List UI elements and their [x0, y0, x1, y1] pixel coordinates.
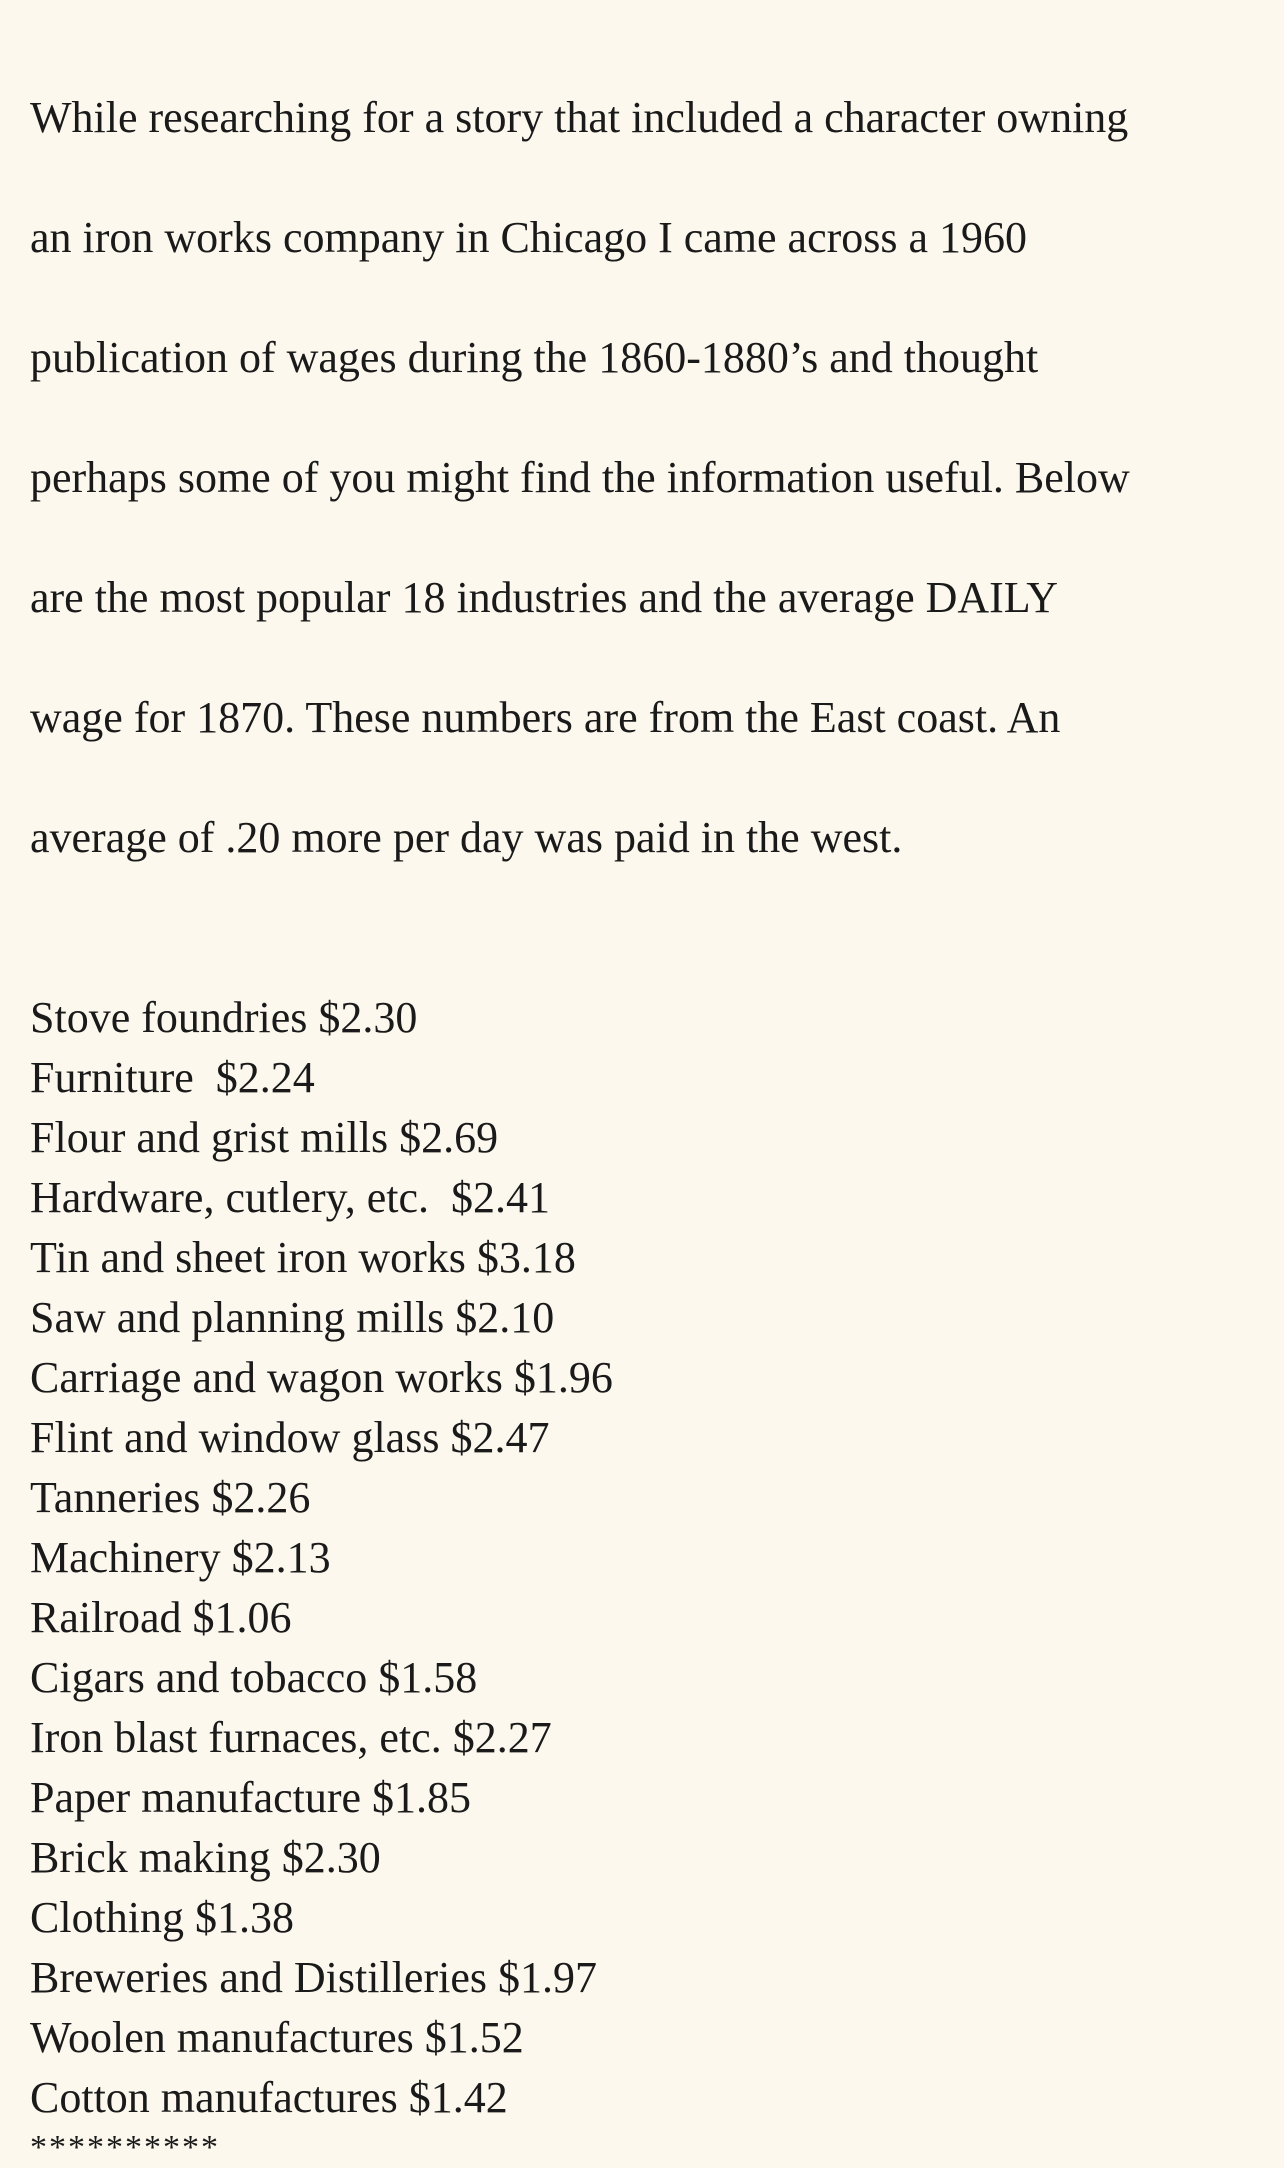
wage-item: Clothing $1.38: [30, 1893, 295, 1942]
wage-item: Woolen manufactures $1.52: [30, 2013, 524, 2062]
wage-item: Flint and window glass $2.47: [30, 1413, 550, 1462]
wage-item: Iron blast furnaces, etc. $2.27: [30, 1713, 552, 1762]
intro-line: perhaps some of you might find the information useful. Below: [30, 453, 1130, 502]
wage-item: Brick making $2.30: [30, 1833, 381, 1882]
wage-item: Cigars and tobacco $1.58: [30, 1653, 478, 1702]
intro-line: While researching for a story that included a character owning: [30, 93, 1129, 142]
wage-item: Saw and planning mills $2.10: [30, 1293, 555, 1342]
intro-paragraph: [30, 28, 1270, 928]
wage-item: Tin and sheet iron works $3.18: [30, 1233, 576, 1282]
wage-item: Furniture $2.24: [30, 1053, 315, 1102]
wage-item: Machinery $2.13: [30, 1533, 331, 1582]
wage-item: Flour and grist mills $2.69: [30, 1113, 499, 1162]
wage-item: Stove foundries $2.30: [30, 993, 418, 1042]
wage-list: [30, 988, 1270, 2128]
wage-item: Paper manufacture $1.85: [30, 1773, 472, 1822]
wage-item: Carriage and wagon works $1.96: [30, 1353, 613, 1402]
wage-item: Cotton manufactures $1.42: [30, 2073, 508, 2122]
intro-line: an iron works company in Chicago I came across a 1960: [30, 213, 1028, 262]
intro-line: wage for 1870. These numbers are from the East coast. An: [30, 693, 1061, 742]
intro-line: average of .20 more per day was paid in the west.: [30, 813, 903, 862]
wage-item: Tanneries $2.26: [30, 1473, 311, 1522]
intro-line: are the most popular 18 industries and the average DAILY: [30, 573, 1059, 622]
intro-line: publication of wages during the 1860-1880’s and thought: [30, 333, 1039, 382]
wage-item: Breweries and Distilleries $1.97: [30, 1953, 597, 2002]
separator-asterisks: **********: [30, 2129, 220, 2166]
document-page: [30, 28, 1270, 2168]
wage-item: Railroad $1.06: [30, 1593, 292, 1642]
wage-item: Hardware, cutlery, etc. $2.41: [30, 1173, 551, 1222]
